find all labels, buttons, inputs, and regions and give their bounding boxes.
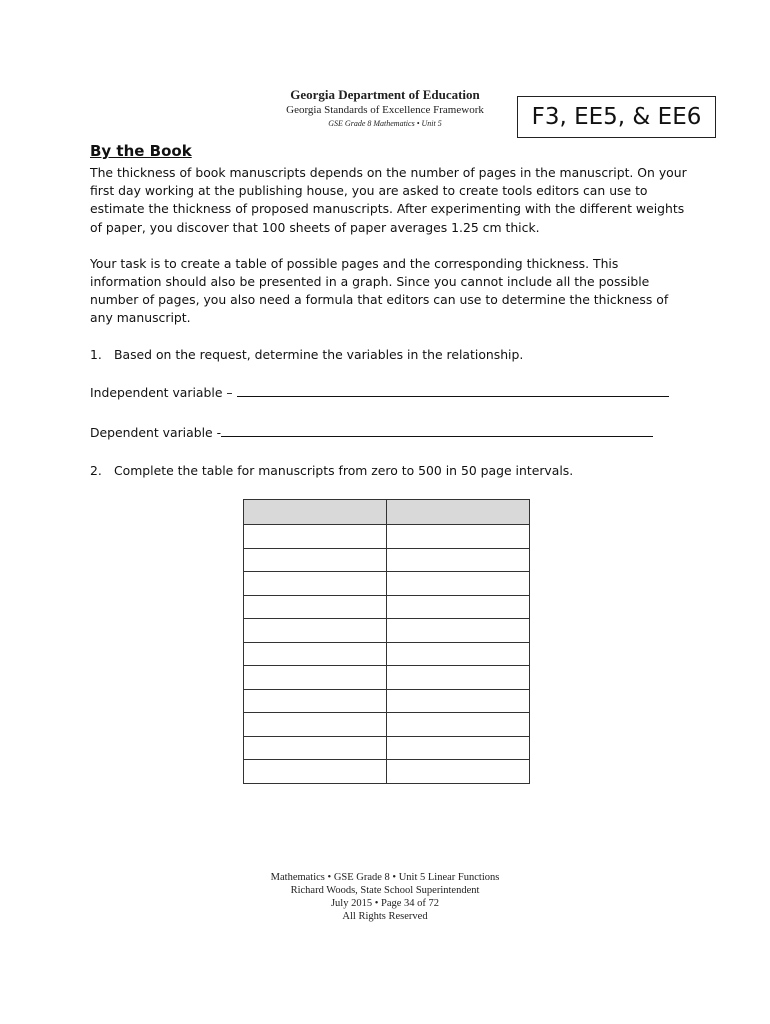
task-paragraph: Your task is to create a table of possible pages and the corresponding thickness. This information should also be presented in a graph. Since you cannot include all the possible number of pages, you also need a formula that editors can use to determine the thickness of any manuscript.	[90, 255, 669, 326]
table-cell[interactable]	[244, 713, 387, 737]
table-cell[interactable]	[244, 525, 387, 549]
table-row	[244, 689, 530, 713]
table-cell[interactable]	[387, 548, 530, 572]
dependent-variable-label: Dependent variable -	[90, 425, 222, 441]
question-2-number: 2.	[90, 463, 102, 479]
table-header-cell[interactable]	[387, 500, 530, 525]
table-cell[interactable]	[244, 619, 387, 643]
table-cell[interactable]	[244, 736, 387, 760]
table-cell[interactable]	[387, 619, 530, 643]
table-cell[interactable]	[244, 689, 387, 713]
standards-box: F3, EE5, & EE6	[517, 96, 716, 138]
table-row	[244, 760, 530, 784]
table-cell[interactable]	[244, 760, 387, 784]
independent-variable-row	[90, 384, 690, 402]
table-cell[interactable]	[244, 666, 387, 690]
task-content	[90, 141, 690, 480]
task-title: By the Book	[90, 142, 192, 160]
pages-thickness-table	[243, 499, 530, 784]
table-row	[244, 595, 530, 619]
table-row	[244, 525, 530, 549]
table-row	[244, 642, 530, 666]
table-cell[interactable]	[387, 736, 530, 760]
question-1-text: Based on the request, determine the variables in the relationship.	[114, 346, 524, 362]
footer-superintendent: Richard Woods, State School Superintendent	[290, 885, 480, 896]
question-1	[90, 346, 690, 364]
table-cell[interactable]	[244, 642, 387, 666]
table-cell[interactable]	[387, 642, 530, 666]
framework-name: Georgia Standards of Excellence Framework	[286, 104, 484, 116]
document-footer	[235, 871, 535, 923]
dependent-variable-blank[interactable]	[221, 424, 653, 437]
table-header-row	[244, 500, 530, 525]
table-cell[interactable]	[387, 595, 530, 619]
table-cell[interactable]	[387, 666, 530, 690]
table-header-cell[interactable]	[244, 500, 387, 525]
table-cell[interactable]	[244, 572, 387, 596]
table-cell[interactable]	[387, 713, 530, 737]
unit-label: GSE Grade 8 Mathematics • Unit 5	[328, 119, 442, 128]
department-name: Georgia Department of Education	[290, 87, 480, 102]
table-cell[interactable]	[387, 760, 530, 784]
table-cell[interactable]	[387, 525, 530, 549]
question-1-number: 1.	[90, 346, 102, 362]
dependent-variable-row	[90, 424, 690, 442]
table-cell[interactable]	[244, 595, 387, 619]
table-row	[244, 548, 530, 572]
table-row	[244, 572, 530, 596]
footer-rights: All Rights Reserved	[342, 911, 428, 922]
footer-page: July 2015 • Page 34 of 72	[330, 898, 440, 909]
table-row	[244, 666, 530, 690]
footer-course: Mathematics • GSE Grade 8 • Unit 5 Linear Functions	[270, 872, 500, 883]
table-cell[interactable]	[244, 548, 387, 572]
table-cell[interactable]	[387, 689, 530, 713]
independent-variable-label: Independent variable –	[90, 384, 233, 400]
intro-paragraph: The thickness of book manuscripts depends on the number of pages in the manuscript. On your first day working at the publishing house, you are asked to create tools editors can use to estimate the thickness of proposed manuscripts. After experimenting with the different weights of paper, you discover that 100 sheets of paper averages 1.25 cm thick.	[90, 165, 687, 235]
document-header	[250, 86, 520, 131]
question-2	[90, 462, 690, 480]
table-cell[interactable]	[387, 572, 530, 596]
table-row	[244, 619, 530, 643]
question-2-text: Complete the table for manuscripts from zero to 500 in 50 page intervals.	[114, 463, 574, 479]
table-row	[244, 713, 530, 737]
independent-variable-blank[interactable]	[237, 384, 669, 397]
table-row	[244, 736, 530, 760]
